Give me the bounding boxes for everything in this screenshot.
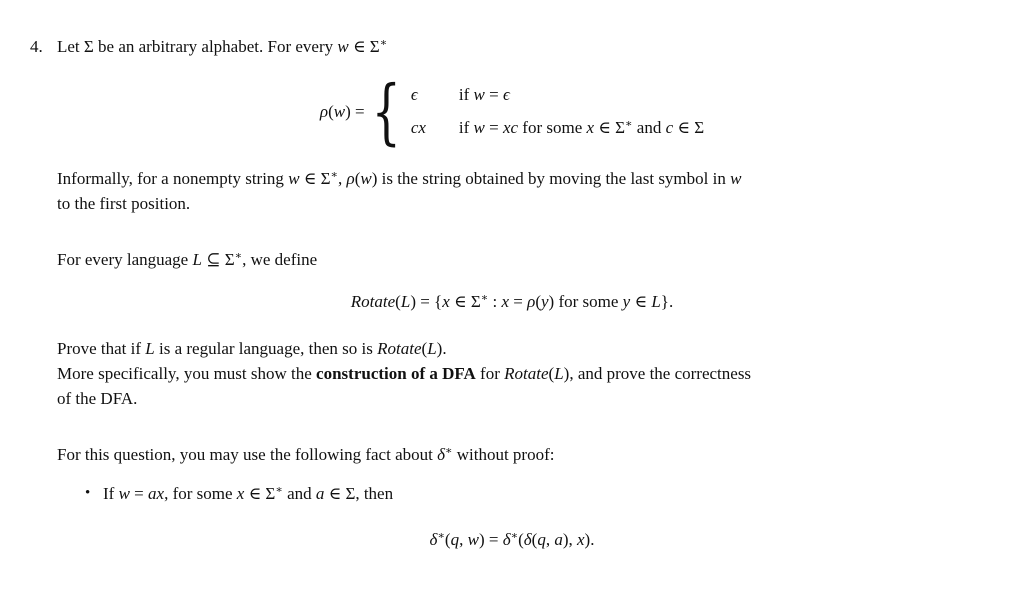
problem-number: 4. <box>30 37 43 56</box>
case-condition: if w = ϵ <box>458 85 510 104</box>
text-line: Informally, for a nonempty string w ∈ Σ∗, ρ(w) is the string obtained by moving the last symbol in w <box>57 169 742 188</box>
paragraph-informal <box>57 166 967 216</box>
cases-equation <box>0 69 1024 153</box>
problem-intro-line: Let Σ be an arbitrary alphabet. For every w ∈ Σ∗ <box>57 37 388 56</box>
bullet-text: If w = ax, for some x ∈ Σ∗ and a ∈ Σ, then <box>103 484 394 503</box>
delta-star-equation: δ∗(q, w) = δ∗(δ(q, a), x). <box>429 530 595 549</box>
text-line: More specifically, you must show the construction of a DFA for Rotate(L), and prove the correctness <box>57 364 752 383</box>
bullet-marker: • <box>85 485 91 501</box>
bullet-item <box>85 481 393 506</box>
text-line: Prove that if L is a regular language, then so is Rotate(L). <box>57 339 447 358</box>
case-condition: if w = xc for some x ∈ Σ∗ and c ∈ Σ <box>458 118 705 137</box>
cases-rows <box>411 78 704 144</box>
case-row-epsilon <box>411 78 704 111</box>
paragraph-fact-intro: For this question, you may use the following fact about δ∗ without proof: <box>57 445 555 464</box>
text-line: of the DFA. <box>57 389 138 408</box>
case-value: cx <box>410 118 426 137</box>
rotate-equation: Rotate(L) = {x ∈ Σ∗ : x = ρ(y) for some y ∈ L}. <box>350 292 674 311</box>
left-brace: { <box>371 69 401 153</box>
paragraph-define-intro: For every language L ⊆ Σ∗, we define <box>57 250 318 269</box>
case-row-rotation <box>411 111 704 144</box>
case-value: ϵ <box>410 85 418 104</box>
text-line: to the first position. <box>57 194 191 213</box>
cases-lhs: ρ(w) = <box>319 101 365 121</box>
paragraph-prove <box>57 336 967 411</box>
